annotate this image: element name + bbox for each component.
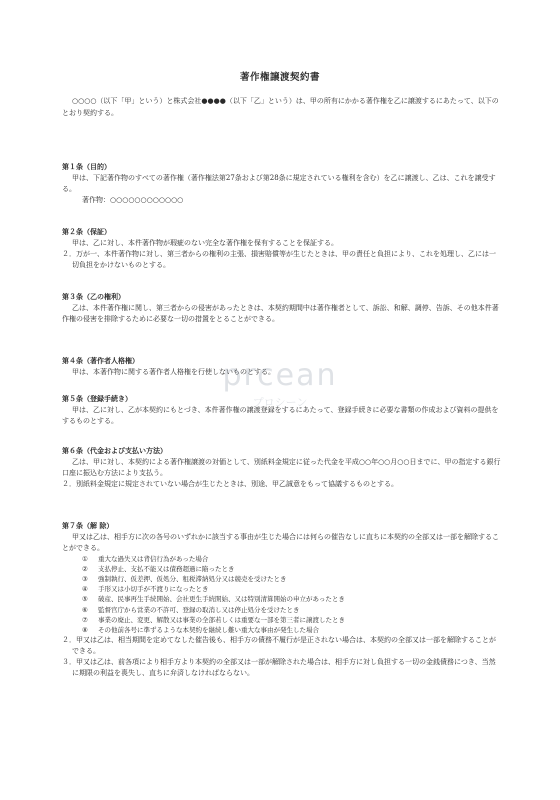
article-3-heading: 第３条（乙の権利）	[62, 292, 125, 301]
list-item	[82, 605, 502, 615]
list-item-text: その他前各号に準ずるような本契約を継続し難い重大な事由が発生した場合	[98, 625, 319, 634]
list-item-number: ④	[82, 585, 88, 594]
list-item	[82, 574, 502, 584]
list-item	[82, 594, 502, 604]
list-item-number: ⑤	[82, 595, 88, 604]
list-item	[82, 564, 502, 574]
article-1	[62, 162, 502, 206]
article-1-subject: 著作物：○○○○○○○○○○○○	[82, 195, 184, 204]
list-item	[82, 615, 502, 625]
article-5-heading: 第５条（登録手続き）	[62, 394, 132, 403]
list-item-text: 監督官庁から営業の不許可、登録の取消し又は停止処分を受けたとき	[98, 605, 300, 614]
list-item	[82, 584, 502, 594]
list-item	[82, 554, 502, 564]
article-2	[62, 227, 502, 271]
list-item-text: 強制執行、仮差押、仮処分、租税滞納処分又は競売を受けたとき	[98, 574, 287, 583]
article-7-item-3: ３．甲又は乙は、前各項により相手方より本契約の全部又は一部が解除された場合は、相手方に対し負担する一切の金銭債務につき、当然に期限の利益を喪失し、直ちに弁済しなければならない。	[62, 658, 496, 678]
list-item-number: ③	[82, 574, 88, 583]
article-2-heading: 第２条（保証）	[62, 227, 111, 236]
article-4-paragraph: 甲は、本著作物に関する著作者人格権を行使しないものとする。	[72, 367, 275, 376]
article-7	[62, 521, 502, 679]
list-item-number: ⑧	[82, 625, 88, 634]
article-7-item-2: ２．甲又は乙は、相当期間を定めてなした催告後も、相手方の債務不履行が是正されない場合は、本契約の全部又は一部を解除することができる。	[62, 636, 496, 656]
article-1-heading: 第１条（目的）	[62, 162, 111, 171]
article-5-paragraph: 甲は、乙に対し、乙が本契約にもとづき、本件著作権の譲渡登録をするにあたって、登録手続きに必要な書類の作成および資料の提供をするものとする。	[62, 405, 499, 425]
list-item-text: 破産、民事再生手続開始、会社更生手続開始、又は特別清算開始の申立があったとき	[98, 595, 345, 604]
list-item-text: 事業の廃止、変更、解散又は事業の全部若しくは重要な一部を第三者に譲渡したとき	[98, 615, 345, 624]
article-2-paragraph: 甲は、乙に対し、本件著作物が瑕疵のない完全な著作権を保有することを保証する。	[72, 238, 338, 247]
article-3	[62, 292, 502, 325]
list-item-number: ①	[82, 554, 88, 563]
article-1-paragraph: 甲は、下記著作物のすべての著作権（著作権法第27条および第28条に規定されている権利を含む）を乙に譲渡し、乙は、これを譲受する。	[62, 173, 496, 193]
document-title: 著作権譲渡契約書	[239, 72, 320, 83]
list-item-number: ⑦	[82, 615, 88, 624]
article-7-paragraph: 甲又は乙は、相手方に次の各号のいずれかに該当する事由が生じた場合には何らの催告なしに直ちに本契約の全部又は一部を解除することができる。	[62, 532, 499, 552]
termination-reasons-list	[62, 554, 502, 636]
article-4	[62, 356, 502, 378]
article-3-paragraph: 乙は、本件著作権に関し、第三者からの侵害があったときは、本契約期間中は著作権者として、訴訟、和解、調停、告訴、その他本件著作権の侵害を排除するために必要な一切の措置をとることができる。	[62, 303, 499, 323]
list-item-text: 支払停止、支払不能又は債務超過に陥ったとき	[98, 564, 235, 573]
list-item-text: 手形又は小切手が不渡りになったとき	[98, 585, 209, 594]
watermark-logo: prcean	[222, 358, 338, 393]
list-item-number: ⑥	[82, 605, 88, 614]
article-6	[62, 446, 502, 490]
list-item-number: ②	[82, 564, 88, 573]
article-5	[62, 394, 502, 427]
contract-intro: ○○○○（以下「甲」という）と株式会社●●●●（以下「乙」という）は、甲の所有にかかる著作権を乙に譲渡するにあたって、以下のとおり契約する。	[62, 97, 499, 117]
list-item	[82, 625, 502, 635]
article-2-item-2: ２．万が一、本件著作物に対し、第三者からの権利の主張、損害賠償等が生じたときは、甲の責任と負担により、これを処理し、乙には一切負担をかけないものとする。	[62, 249, 496, 269]
article-6-heading: 第６条（代金および支払い方法）	[62, 446, 167, 455]
list-item-text: 重大な過失又は背信行為があった場合	[98, 554, 209, 563]
article-6-item-2: ２．別紙料金規定に規定されていない場合が生じたときは、別途、甲乙誠意をもって協議するものとする。	[62, 479, 398, 488]
watermark-subtext: プロシーン	[252, 396, 308, 409]
article-6-paragraph: 乙は、甲に対し、本契約による著作権譲渡の対価として、別紙料金規定に従った代金を平成○○年○○月○○日までに、甲の指定する銀行口座に振込む方法により支払う。	[62, 457, 501, 477]
article-4-heading: 第４条（著作者人格権）	[62, 356, 139, 365]
article-7-heading: 第７条（解 除）	[62, 521, 114, 530]
